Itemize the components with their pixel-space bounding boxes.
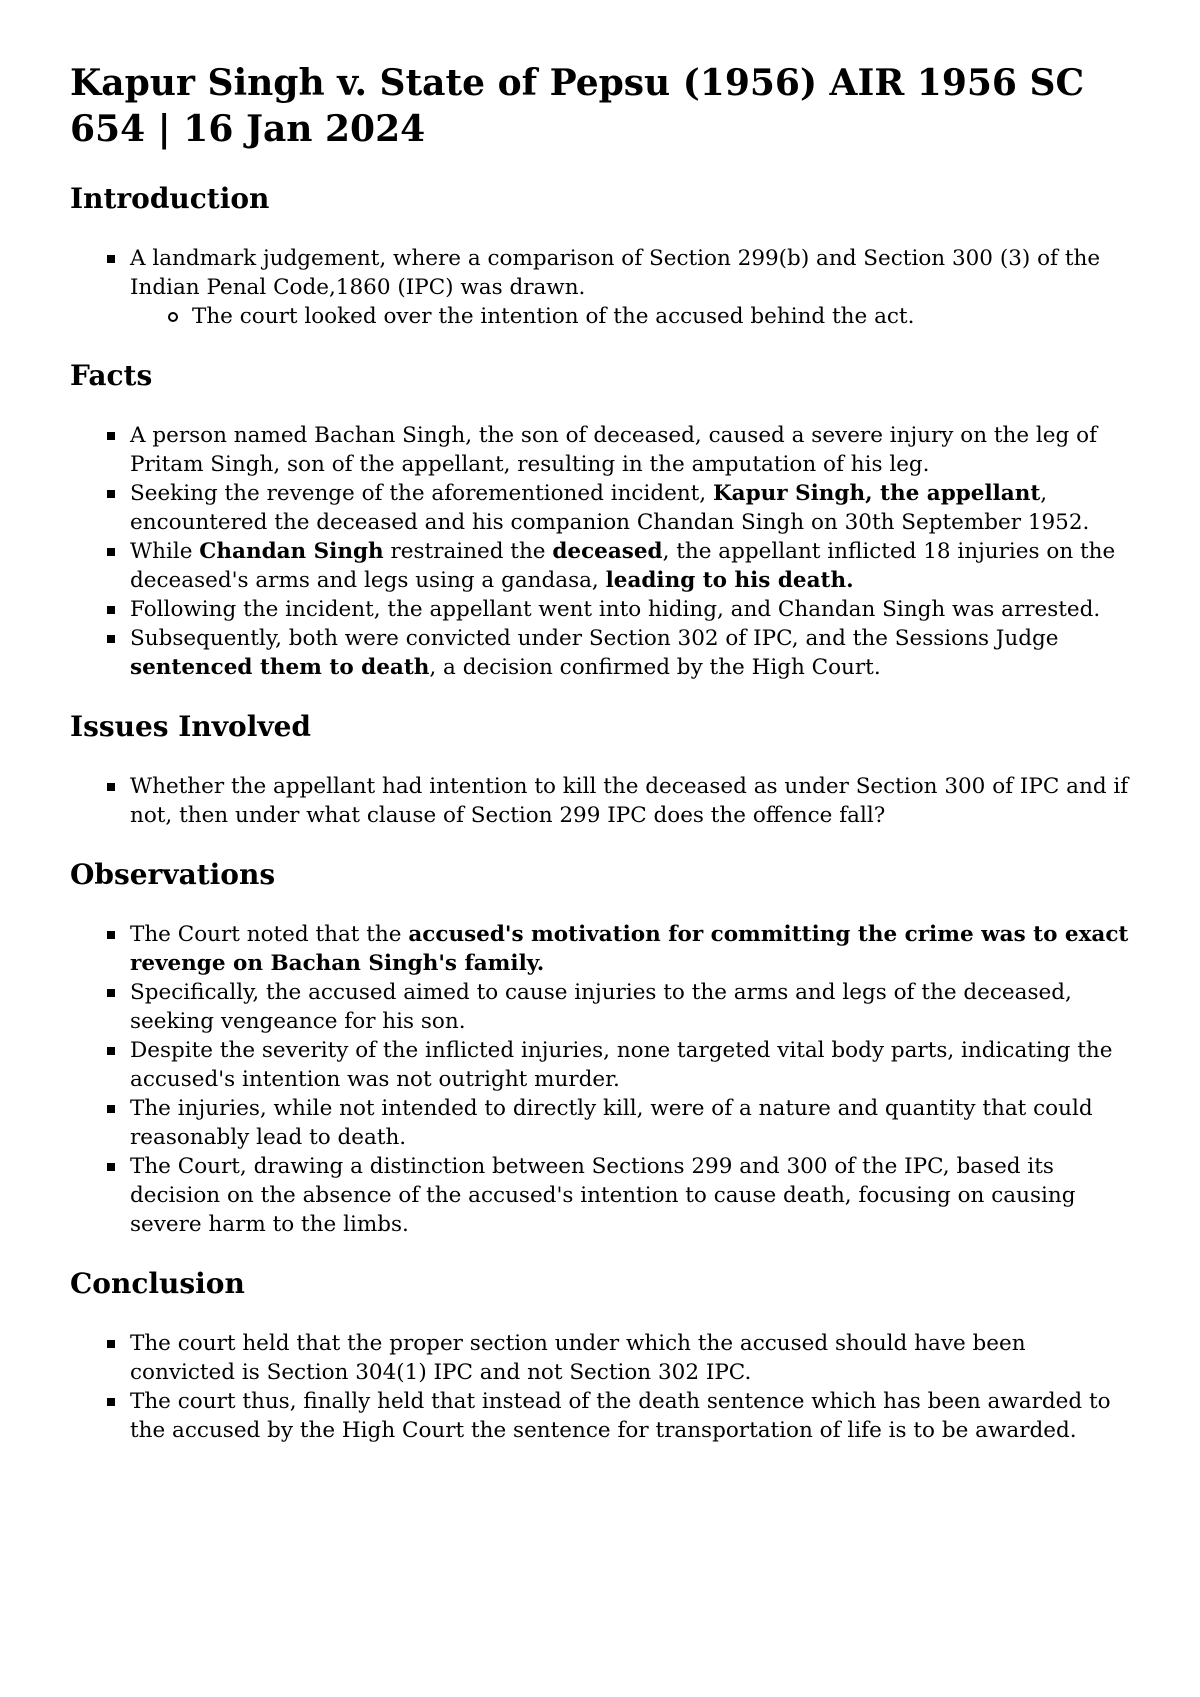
list-item: [130, 624, 1130, 682]
bold-text: sentenced them to death: [130, 655, 430, 680]
list-item-text: A person named Bachan Singh, the son of deceased, caused a severe injury on the leg of Pritam Singh, son of the appellant, resulting in the amputation of his leg.: [130, 423, 1098, 477]
issues-list: [70, 772, 1130, 830]
list-item-text: Subsequently, both were convicted under Section 302 of IPC, and the Sessions Judge: [130, 626, 1059, 651]
list-item: [130, 1329, 1130, 1387]
conclusion-list: [70, 1329, 1130, 1445]
observations-list: [70, 920, 1130, 1239]
list-item-text: , encountered the deceased and his companion Chandan Singh on 30th September 1952.: [130, 481, 1090, 535]
bold-text: Kapur Singh, the appellant: [712, 481, 1041, 506]
list-item-text: Seeking the revenge of the aforementioned incident,: [130, 481, 713, 506]
list-item-text: The court held that the proper section under which the accused should have been convicted is Section 304(1) IPC and not Section 302 IPC.: [130, 1331, 1026, 1385]
list-item-text: The Court, drawing a distinction between Sections 299 and 300 of the IPC, based its decision on the absence of the accused's intention to cause death, focusing on causing severe harm to the limbs.: [130, 1154, 1076, 1237]
list-item: [130, 1094, 1130, 1152]
sub-list-item-text: The court looked over the intention of the accused behind the act.: [192, 304, 915, 329]
list-item: [130, 1387, 1130, 1445]
facts-list: [70, 421, 1130, 682]
section-heading-issues: Issues Involved: [70, 710, 312, 743]
list-item: [130, 1036, 1130, 1094]
list-item: [130, 1152, 1130, 1239]
list-item-text: Whether the appellant had intention to kill the deceased as under Section 300 of IPC and if not, then under what clause of Section 299 IPC does the offence fall?: [130, 774, 1129, 828]
list-item-text: , a decision confirmed by the High Court.: [429, 655, 881, 680]
section-heading-introduction: Introduction: [70, 182, 270, 215]
list-item-text: The injuries, while not intended to directly kill, were of a nature and quantity that could reasonably lead to death.: [130, 1096, 1093, 1150]
document-title: Kapur Singh v. State of Pepsu (1956) AIR 1956 SC 654 | 16 Jan 2024: [70, 62, 1085, 150]
introduction-list: [70, 244, 1130, 331]
list-item: [130, 421, 1130, 479]
list-item: [130, 244, 1130, 331]
bold-text: accused's motivation for committing the crime was to exact revenge on Bachan Singh's family.: [130, 922, 1129, 976]
list-item: [130, 595, 1130, 624]
list-item: [130, 772, 1130, 830]
list-item: [130, 479, 1130, 537]
list-item-text: Despite the severity of the inflicted injuries, none targeted vital body parts, indicating the accused's intention was not outright murder.: [130, 1038, 1113, 1092]
list-item-text: While: [130, 539, 200, 564]
list-item-text: Following the incident, the appellant went into hiding, and Chandan Singh was arrested.: [130, 597, 1101, 622]
bold-text: deceased: [552, 539, 663, 564]
list-item-text: restrained the: [383, 539, 553, 564]
sub-list-item: [192, 302, 1130, 331]
list-item: [130, 978, 1130, 1036]
introduction-sub-list: [130, 302, 1130, 331]
bold-text: Chandan Singh: [199, 539, 384, 564]
section-heading-observations: Observations: [70, 858, 276, 891]
list-item-text: A landmark judgement, where a comparison of Section 299(b) and Section 300 (3) of the Indian Penal Code,1860 (IPC) was drawn.: [130, 246, 1101, 300]
list-item-text: The court thus, finally held that instead of the death sentence which has been awarded to the accused by the High Court the sentence for transportation of life is to be awarded.: [130, 1389, 1111, 1443]
list-item-text: Specifically, the accused aimed to cause injuries to the arms and legs of the deceased, seeking vengeance for his son.: [130, 980, 1072, 1034]
section-heading-conclusion: Conclusion: [70, 1267, 245, 1300]
list-item-text: , the appellant inflicted 18 injuries on the deceased's arms and legs using a gandasa,: [130, 539, 1116, 593]
section-heading-facts: Facts: [70, 359, 153, 392]
list-item: [130, 537, 1130, 595]
list-item: [130, 920, 1130, 978]
list-item-text: The Court noted that the: [130, 922, 409, 947]
bold-text: leading to his death.: [605, 568, 854, 593]
